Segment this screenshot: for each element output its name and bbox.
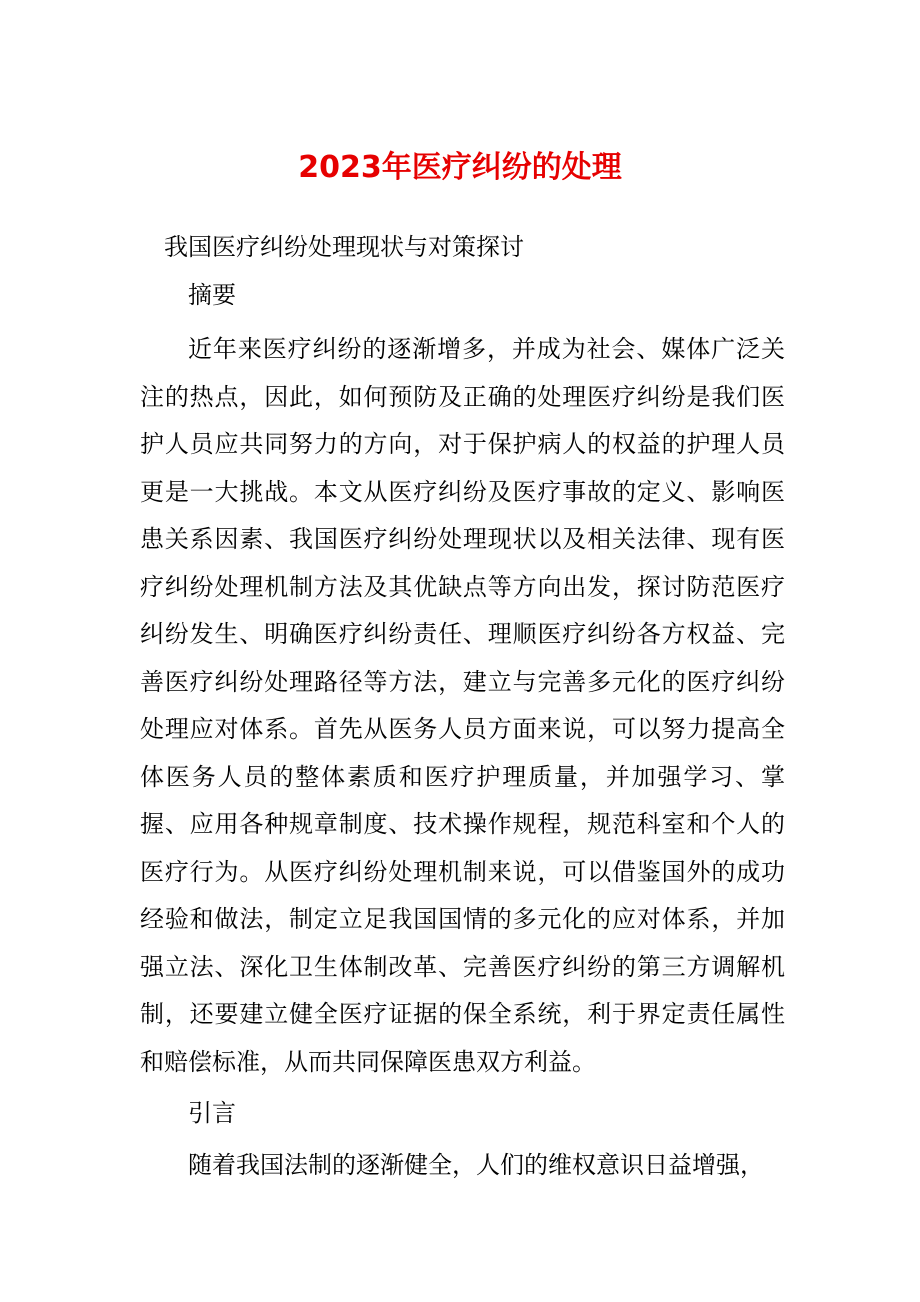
abstract-heading: 摘要 <box>188 281 236 309</box>
document-title: 2023年医疗纠纷的处理 <box>298 150 622 185</box>
intro-heading: 引言 <box>188 1099 236 1127</box>
abstract-paragraph: 近年来医疗纠纷的逐渐增多，并成为社会、媒体广泛关注的热点，因此，如何预防及正确的处理医疗纠纷是我们医护人员应共同努力的方向，对于保护病人的权益的护理人员更是一大挑战。本文从医疗纠纷及医疗事故的定义、影响医患关系因素、我国医疗纠纷处理现状以及相关法律、现有医疗纠纷处理机制方法及其优缺点等方向出发，探讨防范医疗纠纷发生、明确医疗纠纷责任、理顺医疗纠纷各方权益、完善医疗纠纷处理路径等方法，建立与完善多元化的医疗纠纷处理应对体系。首先从医务人员方面来说，可以努力提高全体医务人员的整体素质和医疗护理质量，并加强学习、掌握、应用各种规章制度、技术操作规程，规范科室和个人的医疗行为。从医疗纠纷处理机制来说，可以借鉴国外的成功经验和做法，制定立足我国国情的多元化的应对体系，并加强立法、深化卫生体制改革、完善医疗纠纷的第三方调解机制，还要建立健全医疗证据的保全系统，利于界定责任属性和赔偿标准，从而共同保障医患双方利益。 <box>140 335 785 1076</box>
intro-paragraph: 随着我国法制的逐渐健全，人们的维权意识日益增强， <box>188 1151 764 1179</box>
article-subtitle: 我国医疗纠纷处理现状与对策探讨 <box>164 233 524 261</box>
